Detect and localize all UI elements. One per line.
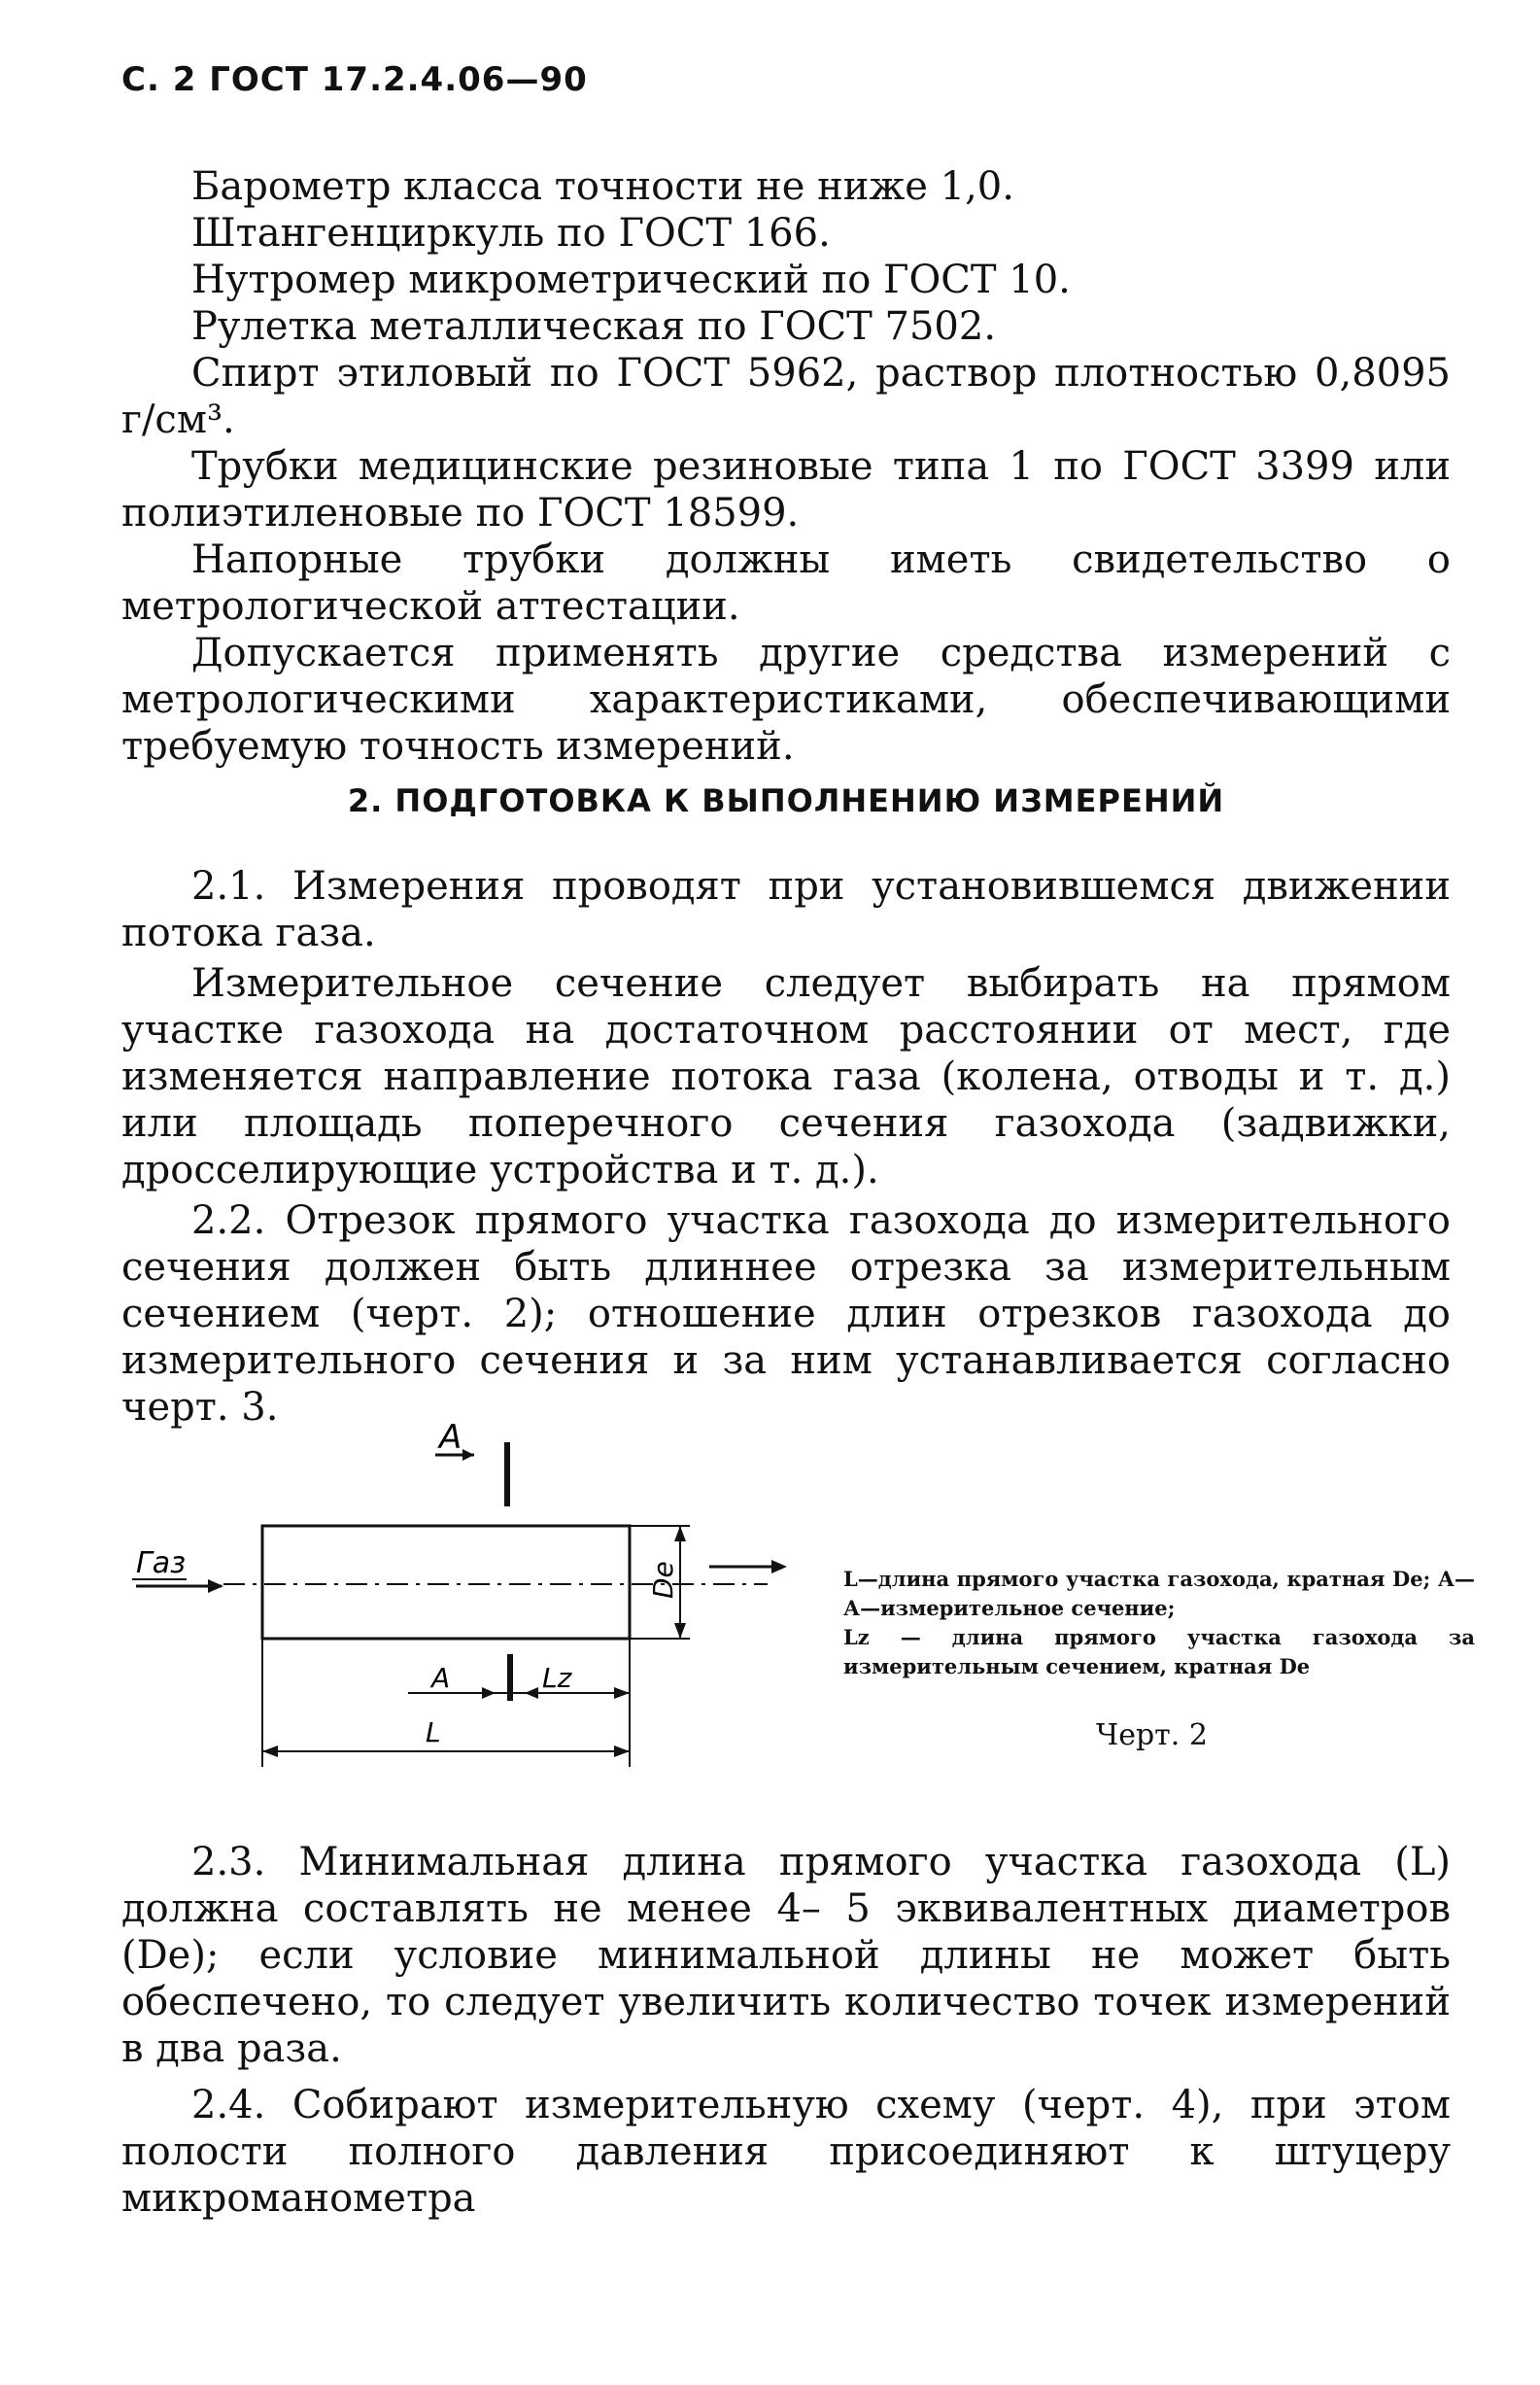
paragraph: Рулетка металлическая по ГОСТ 7502.	[191, 304, 997, 349]
paragraph: Спирт этиловый по ГОСТ 5962, раствор плотностью 0,8095 г/см³.	[121, 351, 1451, 442]
arrow-head	[674, 1623, 686, 1639]
arrow-head	[262, 1746, 278, 1757]
section-2-text	[121, 863, 1451, 1431]
paragraph: 2.2. Отрезок прямого участка газохода до измерительного сечения должен быть длиннее отрезка за измерительным сечением (черт. 2); отношение длин отрезков газохода до измерительного сечения и за ним устанавливается согласно черт. 3.	[121, 1198, 1451, 1430]
arrow-head	[674, 1526, 686, 1541]
section-a-top-label: А	[439, 1418, 462, 1457]
figure-number: Черт. 2	[1096, 1718, 1208, 1752]
page-header: С. 2 ГОСТ 17.2.4.06—90	[121, 60, 588, 99]
figure-caption	[843, 1565, 1475, 1681]
caption-line: Lz — длина прямого участка газохода за измерительным сечением, кратная Dе	[843, 1625, 1475, 1678]
section-a-bottom-label: А	[431, 1662, 451, 1694]
arrow-head	[614, 1687, 630, 1699]
caption-line: L—длина прямого участка газохода, кратная Dе; А—А—измерительное сечение;	[843, 1567, 1475, 1620]
paragraph: Барометр класса точности не ниже 1,0.	[191, 164, 1014, 209]
paragraph: Трубки медицинские резиновые типа 1 по ГОСТ 3399 или полиэтиленовые по ГОСТ 18599.	[121, 444, 1451, 536]
gas-label: Газ	[136, 1546, 187, 1580]
lz-label: Lz	[542, 1662, 572, 1694]
paragraph: Штангенциркуль по ГОСТ 166.	[191, 211, 831, 256]
arrow-head	[771, 1560, 787, 1573]
duct-diagram	[107, 1400, 806, 1769]
l-label: L	[426, 1716, 441, 1748]
paragraph: Напорные трубки должны иметь свидетельство о метрологической аттестации.	[121, 537, 1451, 629]
duct-rect	[262, 1526, 630, 1639]
de-label: De	[647, 1561, 679, 1599]
paragraph: 2.4. Собирают измерительную схему (черт. 4), при этом полости полного давления присоединяют к штуцеру микроманометра	[121, 2083, 1451, 2221]
section-2-continued	[121, 1839, 1451, 2222]
paragraph: 2.3. Минимальная длина прямого участка газохода (L) должна составлять не менее 4– 5 эквивалентных диаметров (Dе); если условие минимальной длины не может быть обеспечено, то следует увеличить количество точек измерений в два раза.	[121, 1840, 1451, 2071]
paragraph: 2.1. Измерения проводят при установившемся движении потока газа.	[121, 864, 1451, 955]
arrow-head	[482, 1687, 496, 1699]
section-heading: 2. ПОДГОТОВКА К ВЫПОЛНЕНИЮ ИЗМЕРЕНИЙ	[347, 782, 1225, 819]
arrow-head	[462, 1449, 474, 1461]
equipment-list	[121, 163, 1451, 770]
paragraph: Допускается применять другие средства измерений с метрологическими характеристиками, обеспечивающими требуемую точность измерений.	[121, 631, 1451, 769]
arrow-head	[525, 1687, 538, 1699]
paragraph: Измерительное сечение следует выбирать на прямом участке газохода на достаточном расстоянии от мест, где изменяется направление потока газа (колена, отводы и т. д.) или площадь поперечного сечения газохода (задвижки, дросселирующие устройства и т. д.).	[121, 961, 1451, 1192]
arrow-head	[614, 1746, 630, 1757]
arrow-head	[208, 1579, 223, 1593]
paragraph: Нутромер микрометрический по ГОСТ 10.	[191, 258, 1071, 302]
